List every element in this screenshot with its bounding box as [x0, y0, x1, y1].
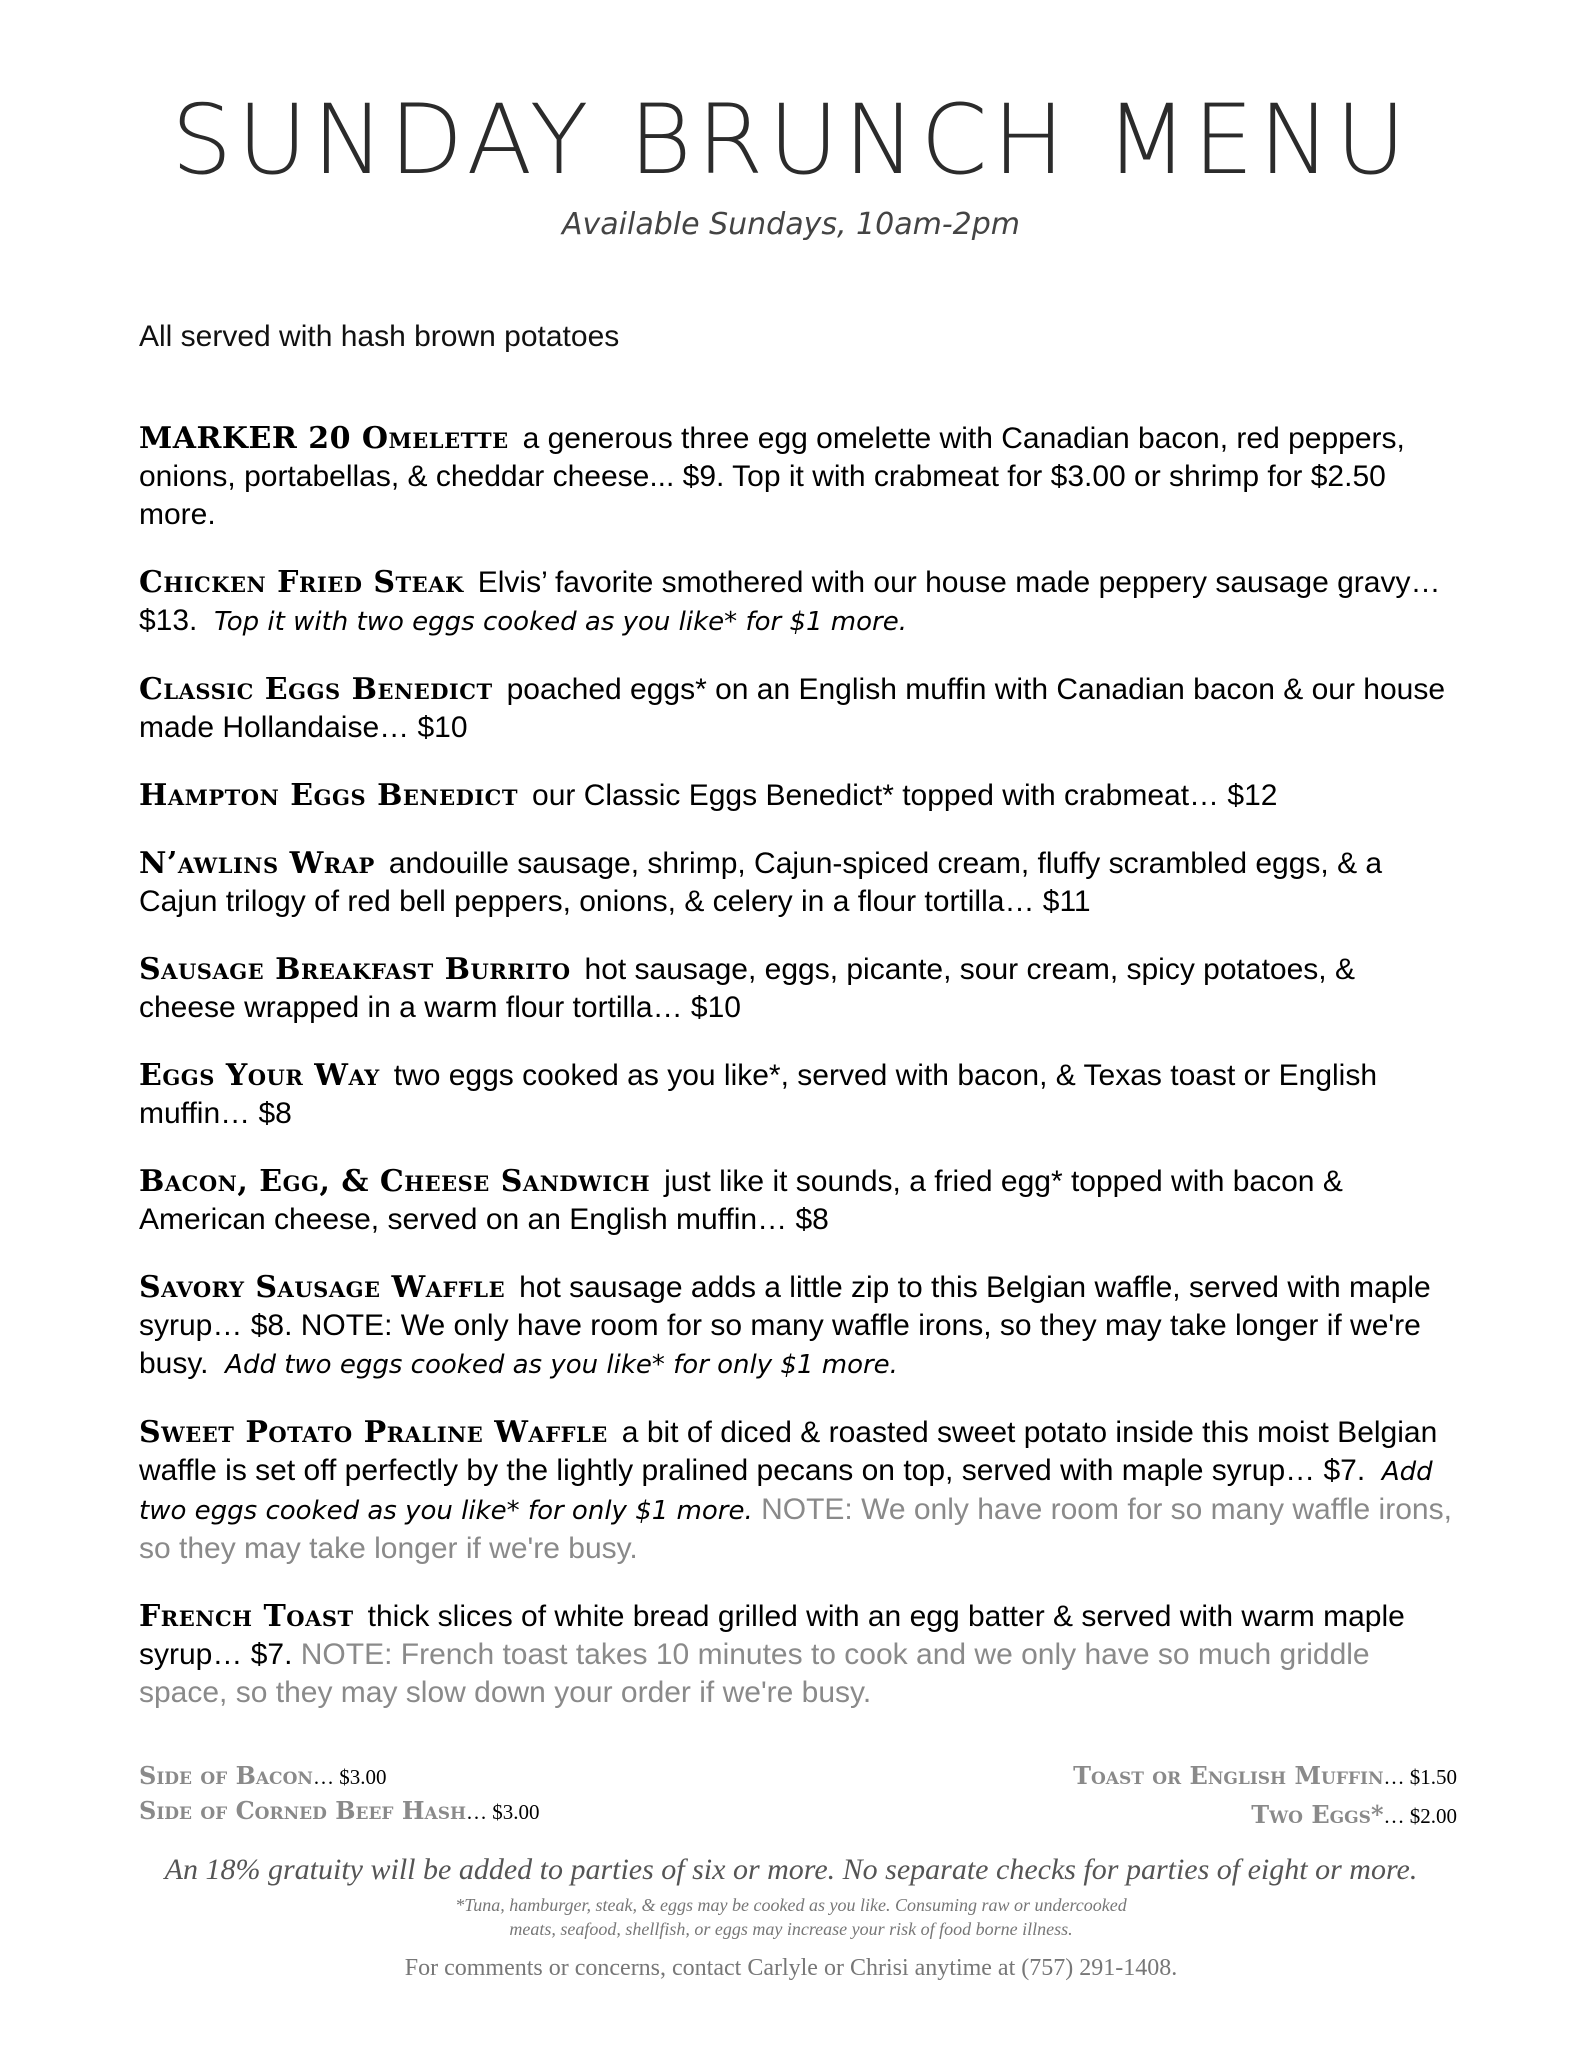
- side-item: [139, 1793, 540, 1828]
- item-description: andouille sausage, shrimp, Cajun-spiced cream, fluffy scrambled eggs, & a Cajun trilogy of red bell peppers, onions, & celery in a flour tortilla… $11: [139, 847, 1383, 918]
- menu-item: [139, 671, 1459, 747]
- side-price: … $1.50: [1383, 1765, 1457, 1789]
- item-description: just like it sounds, a fried egg* topped with bacon & American cheese, served on an English muffin… $8: [139, 1165, 1343, 1236]
- item-addon: Add two eggs cooked as you like* for only $1 more.: [139, 1457, 1433, 1526]
- item-name: Chicken Fried Steak: [139, 565, 464, 600]
- item-name: Classic Eggs Benedict: [139, 672, 493, 707]
- menu-items: [139, 420, 1459, 1742]
- menu-item: [139, 951, 1459, 1027]
- item-description: a bit of diced & roasted sweet potato inside this moist Belgian waffle is set off perfectly by the lightly pralined pecans on top, served with maple syrup… $7.: [139, 1416, 1438, 1487]
- item-name: French Toast: [139, 1599, 354, 1634]
- menu-item: [139, 564, 1459, 641]
- side-name: Side of Corned Beef Hash: [139, 1796, 467, 1825]
- item-addon: Top it with two eggs cooked as you like* for $1 more.: [214, 607, 907, 637]
- item-name: Sausage Breakfast Burrito: [139, 952, 571, 987]
- item-addon: Add two eggs cooked as you like* for only $1 more.: [225, 1350, 898, 1380]
- side-name: Toast or English Muffin: [1073, 1761, 1384, 1790]
- item-description: hot sausage adds a little zip to this Belgian waffle, served with maple syrup… $8. NOTE: We only have room for so many waffle irons, so they may take longer if we're busy.: [139, 1271, 1431, 1380]
- item-name: Savory Sausage Waffle: [139, 1270, 506, 1305]
- item-name: N’awlins Wrap: [139, 846, 375, 881]
- menu-title: SUNDAY BRUNCH MENU: [171, 84, 1411, 196]
- side-item: [139, 1758, 540, 1793]
- disclaimer-line: *Tuna, hamburger, steak, & eggs may be cooked as you like. Consuming raw or undercooked: [455, 1895, 1127, 1915]
- contact-line: For comments or concerns, contact Carlyle or Chrisi anytime at (757) 291-1408.: [404, 1955, 1178, 1981]
- side-price: … $3.00: [466, 1800, 540, 1824]
- side-name: Two Eggs*: [1251, 1800, 1384, 1829]
- item-note: NOTE: We only have room for so many waffle irons, so they may take longer if we're busy.: [139, 1493, 1452, 1565]
- side-item: [1073, 1797, 1457, 1832]
- item-description: Elvis’ favorite smothered with our house made peppery sausage gravy… $13.: [139, 566, 1441, 637]
- item-description: a generous three egg omelette with Canadian bacon, red peppers, onions, portabellas, & cheddar cheese... $9. Top it with crabmeat for $3.00 or shrimp for $2.50 more.: [139, 422, 1405, 531]
- item-name: Hampton Eggs Benedict: [139, 778, 519, 813]
- menu-item: [139, 845, 1459, 921]
- menu-item: [139, 1057, 1459, 1133]
- item-description: our Classic Eggs Benedict* topped with crabmeat… $12: [532, 779, 1278, 812]
- menu-item: [139, 1598, 1459, 1712]
- gratuity-note: An 18% gratuity will be added to parties of six or more. No separate checks for parties of eight or more.: [164, 1853, 1418, 1886]
- intro-text: All served with hash brown potatoes: [139, 320, 620, 353]
- menu-subtitle: Available Sundays, 10am-2pm: [562, 207, 1020, 242]
- side-price: … $3.00: [312, 1765, 387, 1789]
- menu-item: [139, 1269, 1459, 1384]
- disclaimer-line: meats, seafood, shellfish, or eggs may increase your risk of food borne illness.: [509, 1919, 1073, 1939]
- item-description: thick slices of white bread grilled with an egg batter & served with warm maple syrup… $7.: [139, 1600, 1405, 1671]
- item-description: poached eggs* on an English muffin with Canadian bacon & our house made Hollandaise… $10: [139, 673, 1446, 744]
- menu-item: [139, 420, 1459, 534]
- side-item: [1073, 1758, 1457, 1793]
- sides-right: [1073, 1758, 1457, 1832]
- item-description: two eggs cooked as you like*, served with bacon, & Texas toast or English muffin… $8: [139, 1059, 1378, 1130]
- item-description: hot sausage, eggs, picante, sour cream, spicy potatoes, & cheese wrapped in a warm flour tortilla… $10: [139, 953, 1355, 1024]
- menu-item: [139, 1414, 1459, 1568]
- item-name: MARKER 20 Omelette: [139, 421, 509, 456]
- item-name: Bacon, Egg, & Cheese Sandwich: [139, 1164, 651, 1199]
- item-name: Eggs Your Way: [139, 1058, 380, 1093]
- item-note: NOTE: French toast takes 10 minutes to cook and we only have so much griddle space, so they may slow down your order if we're busy.: [139, 1638, 1370, 1709]
- sides-left: [139, 1758, 540, 1828]
- menu-item: [139, 777, 1459, 815]
- food-safety-disclaimer: [0, 1893, 1582, 1941]
- side-price: … $2.00: [1383, 1804, 1457, 1828]
- side-name: Side of Bacon: [139, 1761, 313, 1790]
- menu-item: [139, 1163, 1459, 1239]
- item-name: Sweet Potato Praline Waffle: [139, 1415, 608, 1450]
